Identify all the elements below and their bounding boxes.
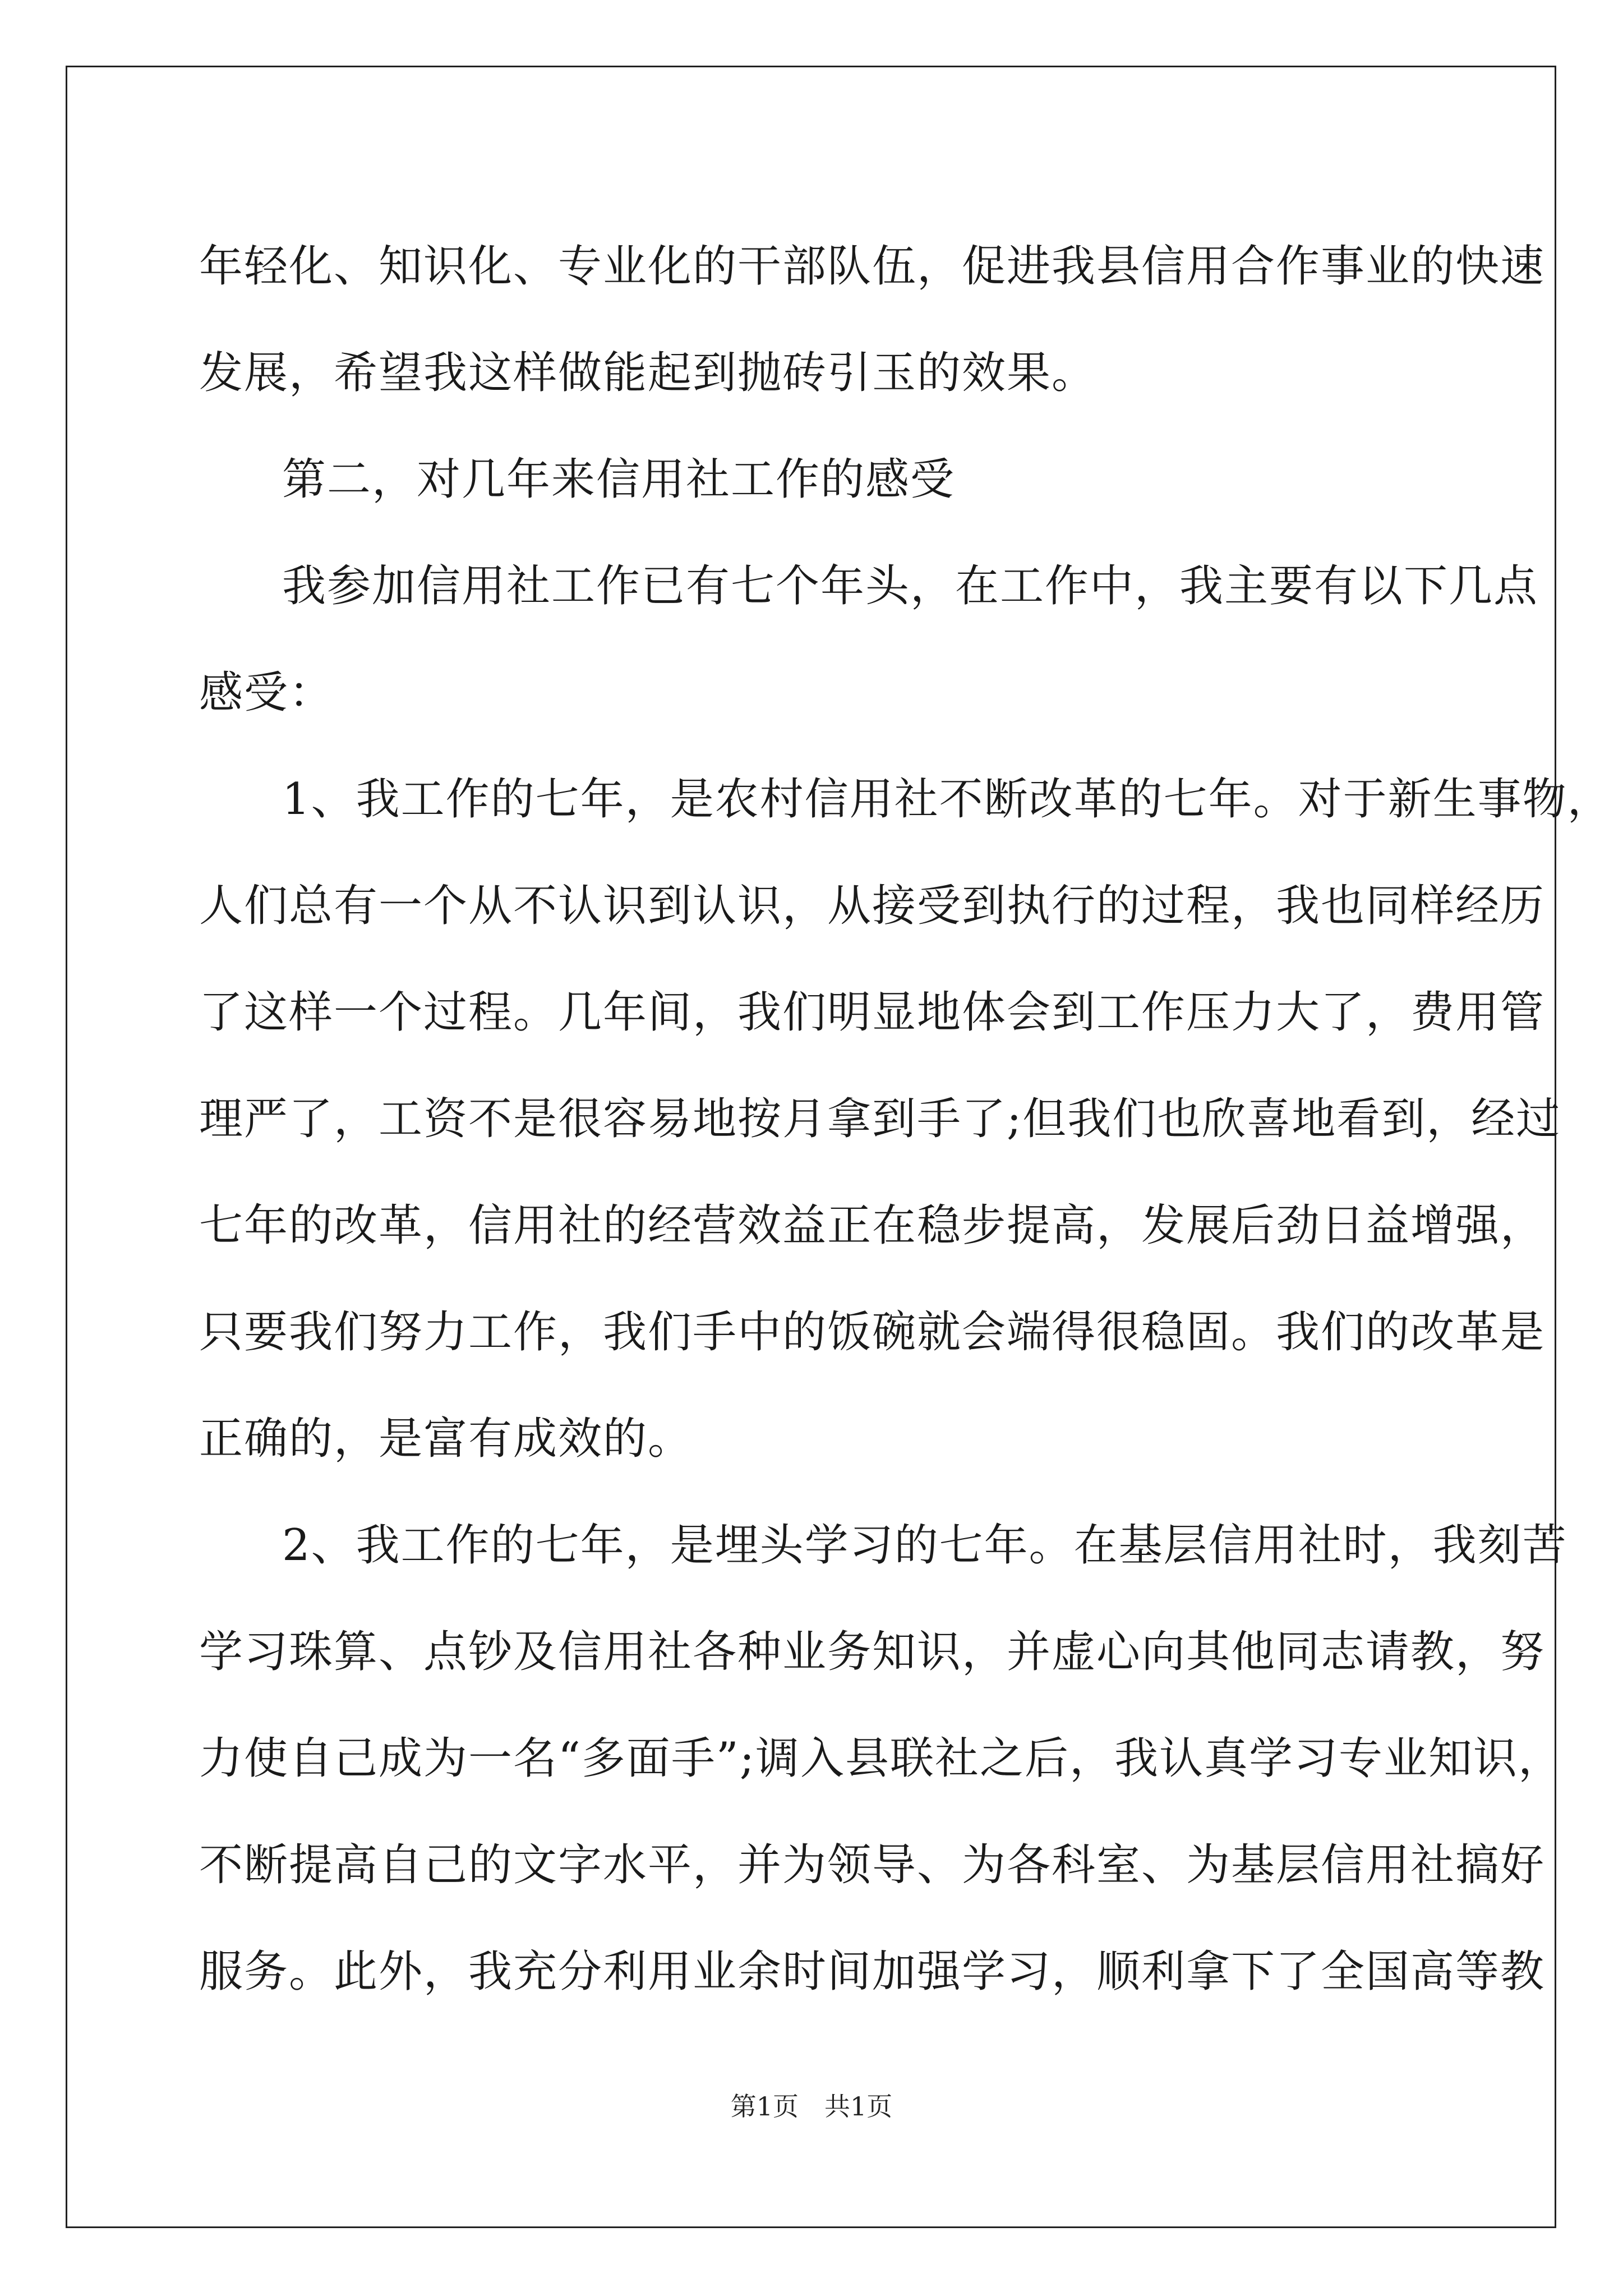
document-body [199,213,1612,2025]
text-line: 人们总有一个从不认识到认识，从接受到执行的过程，我也同样经历 [199,881,1546,931]
text-line: 感受： [199,668,334,718]
text-line: 了这样一个过程。几年间，我们明显地体会到工作压力大了，费用管 [199,987,1546,1038]
text-line: 只要我们努力工作，我们手中的饭碗就会端得很稳固。我们的改革是 [199,1307,1546,1358]
text-line: 第二，对几年来信用社工作的感受 [282,454,956,505]
text-line: 力使自己成为一名“多面手”;调入县联社之后，我认真学习专业知识， [199,1733,1564,1784]
text-line: 发展，希望我这样做能起到抛砖引玉的效果。 [199,348,1097,398]
text-line: 学习珠算、点钞及信用社各种业务知识，并虚心向其他同志请教，努 [199,1627,1546,1677]
text-line: 年轻化、知识化、专业化的干部队伍，促进我县信用合作事业的快速 [199,241,1546,292]
text-line: 不断提高自己的文字水平，并为领导、为各科室、为基层信用社搞好 [199,1840,1546,1890]
text-line: 正确的，是富有成效的。 [199,1414,693,1464]
text-line: 理严了，工资不是很容易地按月拿到手了;但我们也欣喜地看到，经过 [199,1094,1561,1144]
text-line: 我参加信用社工作已有七个年头，在工作中，我主要有以下几点 [282,561,1539,611]
text-line: 服务。此外，我充分利用业余时间加强学习，顺利拿下了全国高等教 [199,1947,1546,1997]
page-footer: 第1页 共1页 [730,2091,893,2122]
text-line: 七年的改革，信用社的经营效益正在稳步提高，发展后劲日益增强， [199,1200,1546,1251]
text-line: 2、我工作的七年，是埋头学习的七年。在基层信用社时，我刻苦 [282,1520,1567,1571]
text-line: 1、我工作的七年，是农村信用社不断改革的七年。对于新生事物， [282,774,1612,825]
